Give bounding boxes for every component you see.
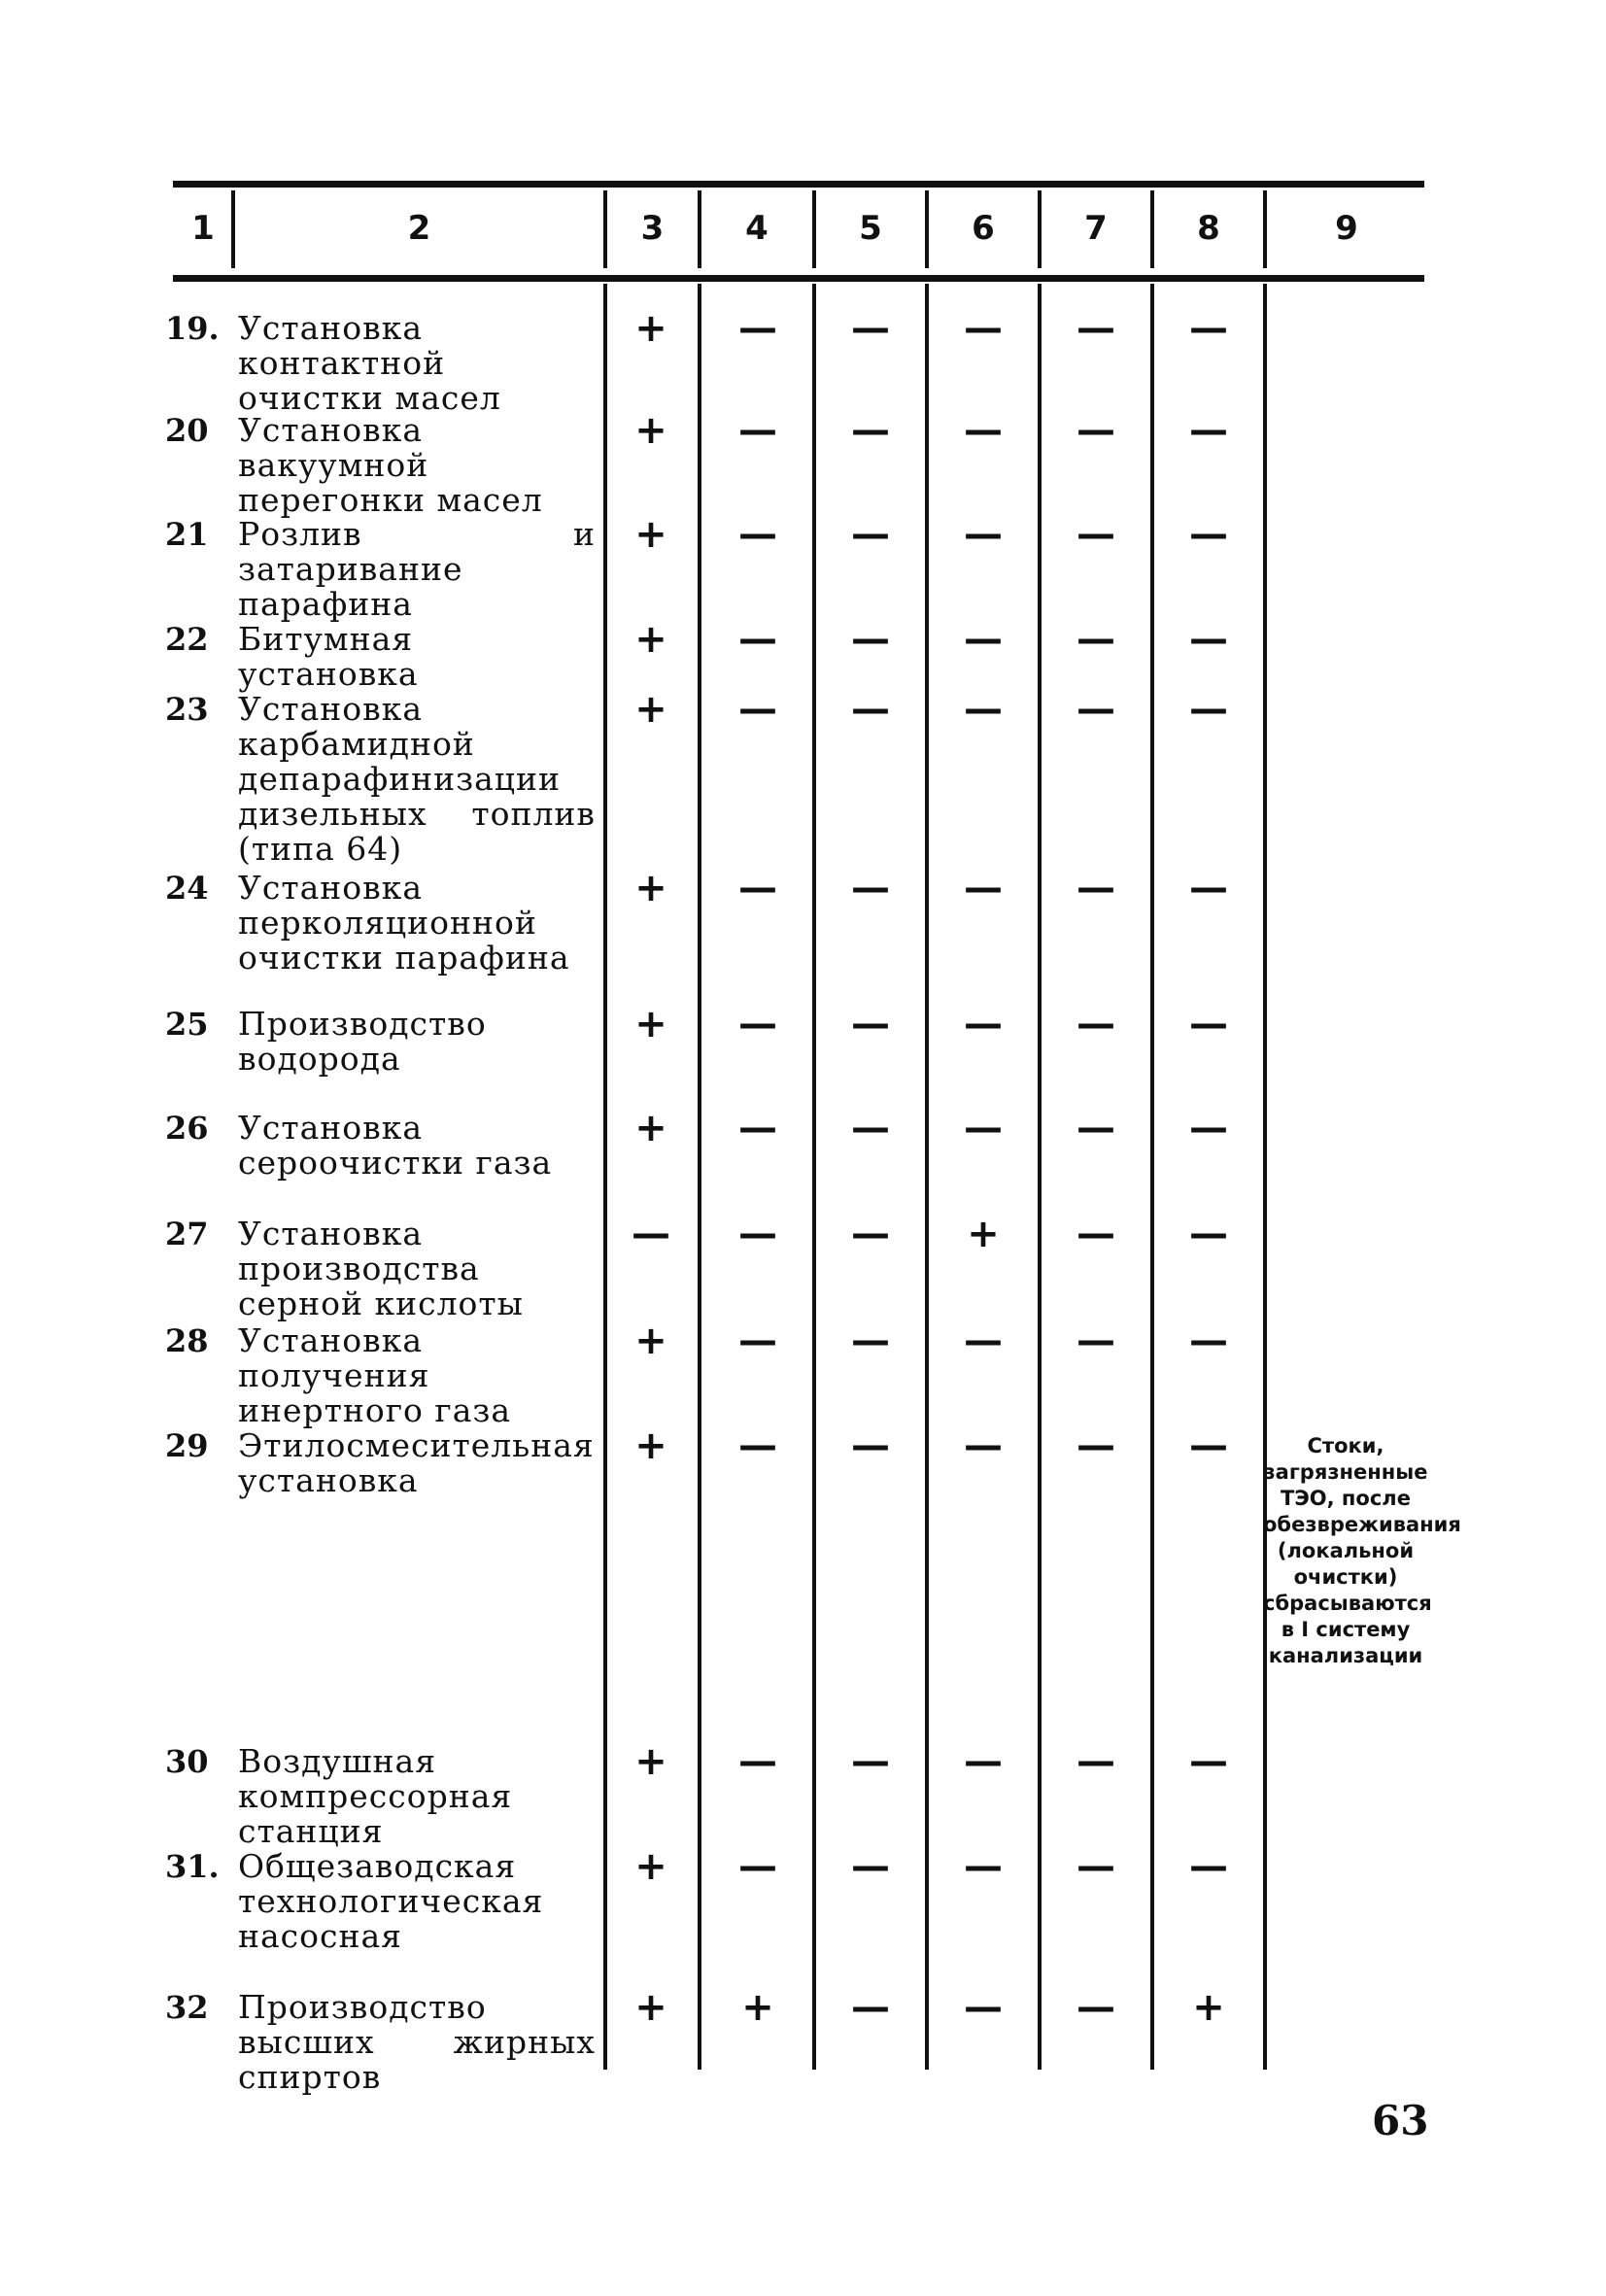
row-name: Розлив и затаривание парафина (238, 515, 596, 623)
table-top-rule (173, 181, 1424, 188)
table-cell-col-4: — (738, 866, 777, 910)
table-cell-col-4: — (738, 1423, 777, 1468)
table-cell-col-5: — (851, 1985, 890, 2030)
table-cell-col-8: — (1189, 1739, 1228, 1784)
row-name: Установка производства серной кислоты (238, 1215, 524, 1322)
column-header-8: 8 (1197, 209, 1220, 248)
table-cell-col-6: — (964, 1985, 1003, 2030)
table-cell-col-3: + (634, 617, 667, 662)
table-cell-col-7: — (1076, 866, 1115, 910)
table-cell-col-6: — (964, 1739, 1003, 1784)
table-cell-col-7: — (1076, 1212, 1115, 1256)
row-number: 24 (165, 870, 209, 907)
table-cell-col-5: — (851, 1423, 890, 1468)
column-header-9: 9 (1335, 209, 1358, 248)
table-cell-col-8: + (1192, 1985, 1225, 2030)
row-name: Производство высших жирных спиртов (238, 1988, 596, 2096)
row-name: Установка карбамидной депарафинизации дизельных топлив (типа 64) (238, 690, 596, 868)
table-cell-col-5: — (851, 408, 890, 453)
table-cell-col-6: — (964, 866, 1003, 910)
table-cell-col-6: — (964, 1106, 1003, 1150)
table-cell-col-8: — (1189, 617, 1228, 662)
row-number: 23 (165, 691, 209, 728)
table-cell-col-4: — (738, 1212, 777, 1256)
row-number: 21 (165, 516, 209, 553)
table-cell-col-4: + (741, 1985, 774, 2030)
row-number: 32 (165, 1989, 209, 2026)
table-cell-col-3: + (634, 1985, 667, 2030)
table-header-rule (173, 275, 1424, 282)
row-number: 25 (165, 1006, 209, 1043)
table-cell-col-7: — (1076, 1319, 1115, 1363)
row-number: 29 (165, 1427, 209, 1464)
row-number: 30 (165, 1743, 209, 1780)
table-cell-col-5: — (851, 1212, 890, 1256)
column-header-2: 2 (407, 209, 431, 248)
table-cell-col-8: — (1189, 408, 1228, 453)
table-cell-col-8: — (1189, 512, 1228, 557)
row-name: Установка получения инертного газа (238, 1321, 512, 1429)
row-number: 20 (165, 412, 209, 449)
table-cell-col-3: — (632, 1212, 670, 1256)
table-cell-col-5: — (851, 1739, 890, 1784)
table-cell-col-7: — (1076, 1423, 1115, 1468)
table-cell-col-7: — (1076, 687, 1115, 732)
table-cell-col-7: — (1076, 1106, 1115, 1150)
table-cell-col-3: + (634, 1423, 667, 1468)
table-cell-col-3: + (634, 1319, 667, 1363)
table-cell-col-5: — (851, 1844, 890, 1889)
table-cell-col-5: — (851, 1106, 890, 1150)
table-cell-col-3: + (634, 306, 667, 351)
row-name: Этилосмесительная установка (238, 1426, 595, 1499)
table-cell-col-3: + (634, 1739, 667, 1784)
table-cell-col-5: — (851, 512, 890, 557)
table-cell-col-6: — (964, 306, 1003, 351)
table-cell-col-4: — (738, 687, 777, 732)
row-number: 22 (165, 621, 209, 658)
row-name: Воздушная компрессорная станция (238, 1742, 513, 1850)
table-cell-col-3: + (634, 687, 667, 732)
row-number: 31. (165, 1848, 220, 1885)
table-cell-col-6: — (964, 512, 1003, 557)
table-cell-col-6: — (964, 1002, 1003, 1046)
column-divider (603, 284, 607, 2070)
column-header-4: 4 (745, 209, 769, 248)
row-number: 26 (165, 1110, 209, 1147)
table-cell-col-7: — (1076, 617, 1115, 662)
table-cell-col-8: — (1189, 1319, 1228, 1363)
column-header-3: 3 (640, 209, 665, 248)
table-cell-col-4: — (738, 408, 777, 453)
column-divider (925, 284, 929, 2070)
table-cell-col-5: — (851, 687, 890, 732)
table-cell-col-5: — (851, 306, 890, 351)
table-cell-col-3: + (634, 1002, 667, 1046)
column-header-7: 7 (1084, 209, 1108, 248)
table-cell-col-8: — (1189, 687, 1228, 732)
table-cell-col-3: + (634, 866, 667, 910)
column-divider (812, 284, 816, 2070)
row-name: Установка вакуумной перегонки масел (238, 411, 543, 519)
table-cell-col-8: — (1189, 1002, 1228, 1046)
row-number: 27 (165, 1216, 209, 1252)
table-cell-col-4: — (738, 1739, 777, 1784)
column-divider (698, 284, 701, 2070)
table-cell-col-7: — (1076, 1985, 1115, 2030)
table-cell-col-4: — (738, 306, 777, 351)
table-cell-col-4: — (738, 512, 777, 557)
table-cell-col-7: — (1076, 408, 1115, 453)
table-cell-col-8: — (1189, 306, 1228, 351)
table-cell-col-7: — (1076, 512, 1115, 557)
table-cell-col-4: — (738, 617, 777, 662)
table-cell-col-6: — (964, 1844, 1003, 1889)
table-cell-col-3: + (634, 1106, 667, 1150)
table-cell-col-4: — (738, 1002, 777, 1046)
table-cell-col-7: — (1076, 306, 1115, 351)
table-cell-col-3: + (634, 512, 667, 557)
table-cell-col-4: — (738, 1844, 777, 1889)
table-cell-col-6: — (964, 1423, 1003, 1468)
table-cell-col-5: — (851, 866, 890, 910)
table-cell-col-4: — (738, 1319, 777, 1363)
table-cell-col-8: — (1189, 1844, 1228, 1889)
table-cell-col-5: — (851, 617, 890, 662)
table-cell-col-7: — (1076, 1739, 1115, 1784)
table-cell-col-3: + (634, 408, 667, 453)
table-cell-col-6: + (967, 1212, 1000, 1256)
row-name: Установка сероочистки газа (238, 1109, 553, 1182)
table-cell-col-5: — (851, 1319, 890, 1363)
row-number: 28 (165, 1322, 209, 1359)
table-cell-col-3: + (634, 1844, 667, 1889)
row-name: Производство водорода (238, 1005, 487, 1078)
page-number: 63 (1372, 2097, 1429, 2144)
table-cell-col-7: — (1076, 1844, 1115, 1889)
table-cell-col-8: — (1189, 866, 1228, 910)
row-name: Установка перколяционной очистки парафина (238, 869, 570, 977)
table-cell-col-8: — (1189, 1106, 1228, 1150)
column-divider (1150, 284, 1154, 2070)
table-cell-col-4: — (738, 1106, 777, 1150)
row-name: Общезаводская технологическая насосная (238, 1847, 544, 1955)
row-name: Битумная установка (238, 620, 419, 693)
column-header-6: 6 (972, 209, 995, 248)
column-9-note: Стоки, загрязненные ТЭО, после обезвреживания (локальной очистки) сбрасываются в I систему канализации (1263, 1434, 1461, 1667)
column-header-1: 1 (191, 209, 215, 248)
column-header-5: 5 (859, 209, 882, 248)
column-divider (1038, 284, 1042, 2070)
row-number: 19. (165, 310, 220, 347)
table-cell-col-6: — (964, 617, 1003, 662)
table-cell-col-5: — (851, 1002, 890, 1046)
table-cell-col-6: — (964, 687, 1003, 732)
table-cell-col-6: — (964, 1319, 1003, 1363)
row-name: Установка контактной очистки масел (238, 309, 501, 417)
table-cell-col-7: — (1076, 1002, 1115, 1046)
table-cell-col-6: — (964, 408, 1003, 453)
table-cell-col-8: — (1189, 1423, 1228, 1468)
column-divider (1263, 284, 1267, 2070)
table-cell-col-8: — (1189, 1212, 1228, 1256)
